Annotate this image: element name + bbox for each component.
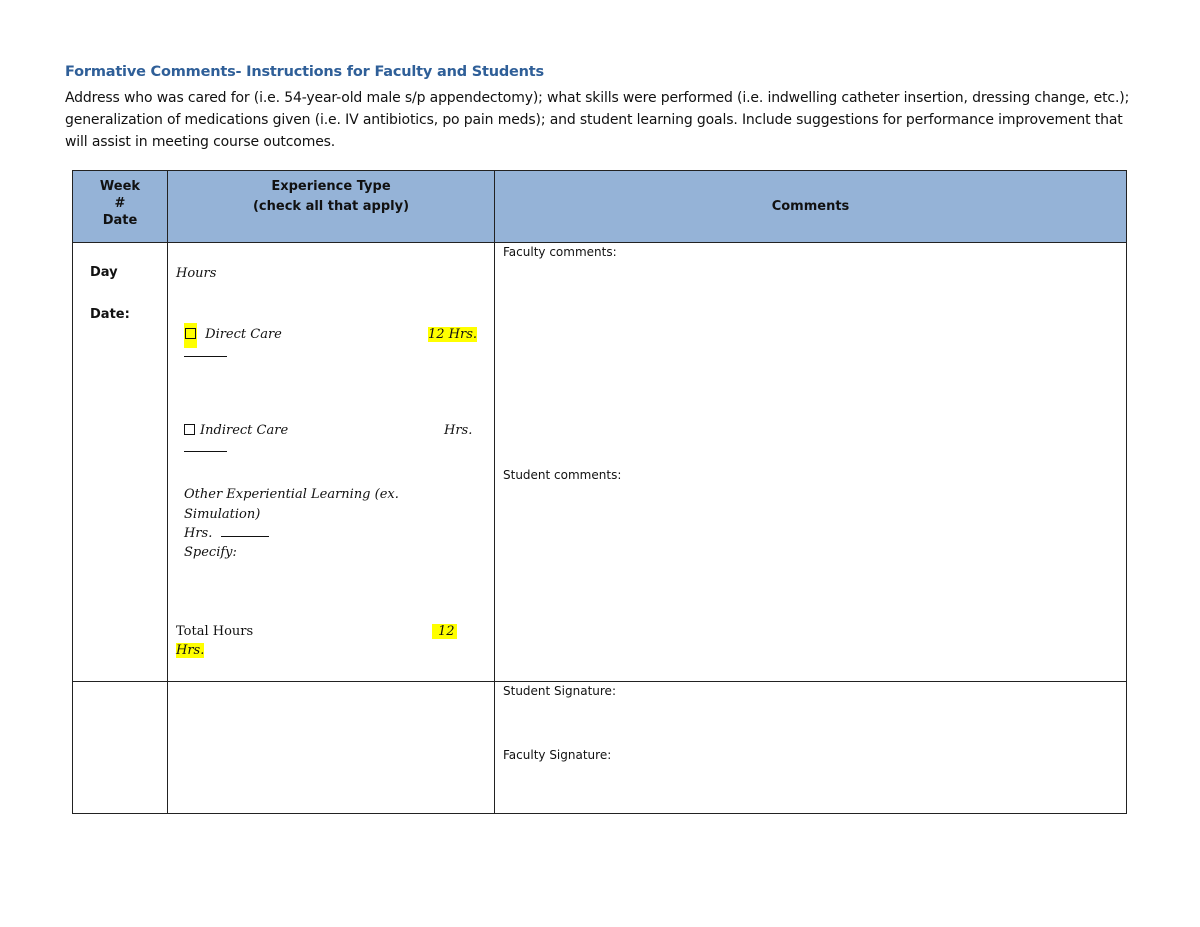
direct-care-blank-line[interactable] <box>184 356 227 357</box>
other-learning-hrs[interactable] <box>184 526 269 541</box>
indirect-care-option[interactable] <box>184 423 288 438</box>
table-row <box>73 243 1127 682</box>
direct-care-checkbox[interactable] <box>185 328 196 339</box>
indirect-care-label: Indirect Care <box>200 423 289 438</box>
header-comments <box>495 171 1127 243</box>
signature-row <box>73 682 1127 814</box>
header-experience-title: Experience Type <box>271 179 391 194</box>
direct-care-hours[interactable]: 12 Hrs. <box>428 327 478 342</box>
page-heading: Formative Comments- Instructions for Faculty and Students <box>65 64 544 80</box>
day-label: Day <box>90 265 118 280</box>
faculty-signature-label: Faculty Signature: <box>503 748 612 762</box>
direct-care-checkbox-highlight <box>184 323 197 348</box>
header-week: Week <box>99 179 141 194</box>
header-experience-type <box>168 171 495 243</box>
other-hrs-blank[interactable] <box>221 536 269 537</box>
clinical-log-table <box>72 170 1127 814</box>
direct-care-option[interactable] <box>184 327 282 342</box>
header-week-date <box>73 171 168 243</box>
direct-care-label: Direct Care <box>205 327 282 342</box>
comments-cell[interactable] <box>495 243 1127 682</box>
header-date: Date <box>102 213 138 228</box>
indirect-care-blank-line[interactable] <box>184 451 227 452</box>
other-learning-line2: Simulation) <box>184 507 261 522</box>
indirect-care-checkbox[interactable] <box>184 424 195 435</box>
total-hours-unit: Hrs. <box>176 643 205 658</box>
signature-row-empty-cell-1 <box>73 682 168 814</box>
faculty-comments-label: Faculty comments: <box>503 245 617 259</box>
header-number: # <box>114 196 126 211</box>
instructions-paragraph: Address who was cared for (i.e. 54-year-old male s/p appendectomy); what skills were performed (i.e. indwelling catheter insertion, dressing change, etc.); generalization of medications given (i.e. IV antibiotics, po pain meds); and student learning goals. Include suggestions for performance improvement that will assist in meeting course outcomes. <box>65 90 1130 150</box>
experience-cell <box>168 243 495 682</box>
table-header-row <box>73 171 1127 243</box>
other-learning-line1: Other Experiential Learning (ex. <box>184 487 399 502</box>
header-comments-label: Comments <box>771 199 850 214</box>
indirect-care-hours[interactable]: Hrs. <box>444 423 473 438</box>
total-hours-label: Total Hours <box>176 624 254 639</box>
date-label: Date: <box>90 307 130 322</box>
signature-row-empty-cell-2 <box>168 682 495 814</box>
other-specify-label[interactable]: Specify: <box>184 545 237 560</box>
hours-label: Hours <box>176 266 217 281</box>
signature-cell[interactable] <box>495 682 1127 814</box>
student-signature-label: Student Signature: <box>503 684 616 698</box>
other-hrs-label: Hrs. <box>184 526 213 541</box>
student-comments-label: Student comments: <box>503 468 622 482</box>
day-date-cell[interactable] <box>73 243 168 682</box>
total-hours-value[interactable]: 12 <box>432 624 457 639</box>
header-experience-note: (check all that apply) <box>252 199 410 214</box>
